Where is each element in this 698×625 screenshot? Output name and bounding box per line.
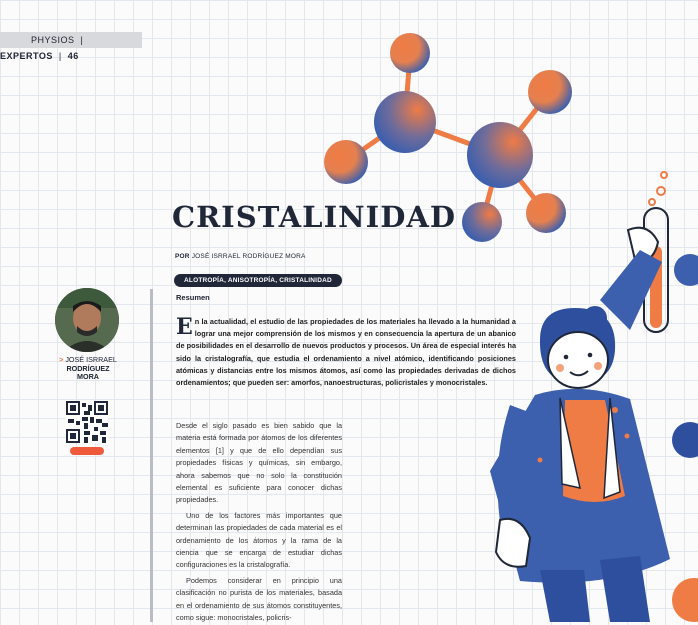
body-paragraph-2: Uno de los factores más importantes que determinan las propiedades de cada material es el ordenamiento de los átomos y la rama de la ciencia que se encarga de estudiar dichas configuraciones es la cristalografía.: [176, 510, 342, 570]
byline: [175, 253, 306, 260]
body-paragraph-3: Podemos considerar en principio una clasificación no purista de los materiales, basada en el ordenamiento de sus átomos constituyentes, como sigue: monocristales, policris-: [176, 575, 342, 623]
drop-cap: E: [176, 314, 193, 340]
article-body: [176, 420, 342, 625]
author-avatar: [55, 288, 119, 352]
author-surname-1: RODRÍGUEZ: [66, 363, 110, 373]
byline-author: JOSÉ ISRRAEL RODRÍGUEZ MORA: [191, 253, 306, 260]
column-divider: [150, 289, 153, 622]
author-photo: [55, 288, 119, 352]
qr-code-icon[interactable]: [66, 401, 108, 443]
author-name: [40, 356, 136, 382]
folio-page-number: 46: [67, 51, 79, 61]
folio-sep-2: |: [55, 51, 65, 61]
abstract-body: n la actualidad, el estudio de las propiedades de los materiales ha llevado a la humanidad a lograr una mejor comprensión de los mismos y en consecuencia la apertura de un abanico de posibilidades en el desarrollo de nuevos productos y procesos. Un área de especial interés ha sido la cristalografía, que estudia el ordenamiento a nivel atómico, identificando posiciones atómicas y distancias entre los mismos átomos, así como las propiedades derivadas de dichos ordenamientos; que pueden ser: amorfos, nanoestructuras, policristales y monocristales.: [176, 317, 516, 388]
byline-prefix: POR: [175, 253, 190, 260]
author-first-name: JOSÉ ISRRAEL: [65, 355, 117, 364]
folio-sep-1: |: [77, 35, 87, 45]
keywords-badge: ALOTROPÍA, ANISOTROPÍA, CRISTALINIDAD: [174, 274, 342, 287]
author-surname-2: MORA: [77, 372, 99, 382]
body-paragraph-1: Desde el siglo pasado es bien sabido que la materia está formada por átomos de los diferentes elementos [1] y que de ello dependían sus propiedades físicas y químicas, sin embargo, ahora sabemos que no solo la constitución elemental es suficiente para conocer dichas propiedades.: [176, 421, 342, 505]
article-title: CRISTALINIDAD: [172, 200, 457, 234]
abstract-text: [176, 316, 516, 389]
folio-magazine: PHYSIOS: [31, 35, 75, 45]
scientist-illustration: [490, 172, 698, 622]
folio-section: EXPERTOS: [0, 51, 53, 61]
author-arrow: >: [59, 355, 64, 364]
abstract-heading: Resumen: [176, 293, 210, 302]
qr-scan-button[interactable]: [70, 447, 104, 455]
